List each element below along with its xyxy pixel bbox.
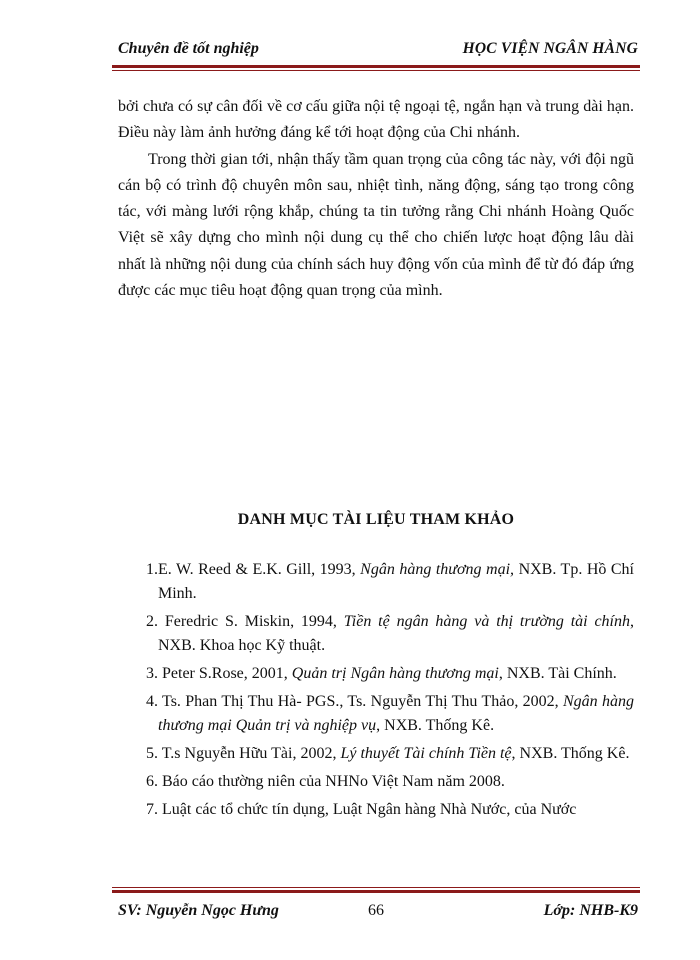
reference-item: 1.E. W. Reed & E.K. Gill, 1993, Ngân hàng thương mại, NXB. Tp. Hồ Chí Minh.	[146, 561, 635, 602]
reference-item: 6. Báo cáo thường niên của NHNo Việt Nam năm 2008.	[146, 773, 505, 790]
paragraph-1: bởi chưa có sự cân đối về cơ cấu giữa nội tệ ngoại tệ, ngắn hạn và trung dài hạn. Điều này làm ảnh hưởng đáng kể tới hoạt động của Chi nhánh.	[118, 98, 634, 142]
class-code: Lớp: NHB-K9	[543, 902, 638, 919]
reference-item: 5. T.s Nguyễn Hữu Tài, 2002, Lý thuyết Tài chính Tiền tệ, NXB. Thống Kê.	[146, 745, 630, 762]
header-rule-thin	[112, 70, 640, 71]
references-list	[146, 558, 634, 826]
reference-item: 7. Luật các tổ chức tín dụng, Luật Ngân hàng Nhà Nước, của Nước	[146, 801, 577, 818]
page-footer	[118, 902, 638, 926]
paragraph-2: Trong thời gian tới, nhận thấy tầm quan trọng của công tác này, với đội ngũ cán bộ có trình độ chuyên môn sau, nhiệt tình, năng động, sáng tạo trong công tác, với màng lưới rộng khắp, chúng ta tin tưởng rằng Chi nhánh Hoàng Quốc Việt sẽ xây dựng cho mình nội dung cụ thể cho chiến lược hoạt động lâu dài nhất là những nội dung của chính sách huy động vốn của mình để từ đó đáp ứng được các mục tiêu hoạt động quan trọng của mình.	[118, 150, 634, 300]
page-header	[118, 40, 638, 64]
reference-item: 4. Ts. Phan Thị Thu Hà- PGS., Ts. Nguyễn Thị Thu Thảo, 2002, Ngân hàng thương mại Quản trị và nghiệp vụ, NXB. Thống Kê.	[146, 693, 635, 734]
student-name: SV: Nguyễn Ngọc Hưng	[118, 902, 279, 919]
body-text	[118, 94, 634, 304]
header-topic: Chuyên đề tốt nghiệp	[118, 40, 259, 57]
reference-item: 3. Peter S.Rose, 2001, Quản trị Ngân hàng thương mại, NXB. Tài Chính.	[146, 665, 617, 682]
footer-rule-thin	[112, 887, 640, 888]
footer-rule-thick	[112, 890, 640, 893]
page-number: 66	[368, 902, 384, 919]
header-rule-thick	[112, 65, 640, 68]
reference-item: 2. Feredric S. Miskin, 1994, Tiền tệ ngân hàng và thị trường tài chính, NXB. Khoa học Kỹ thuật.	[146, 613, 634, 654]
references-heading: DANH MỤC TÀI LIỆU THAM KHẢO	[237, 511, 515, 528]
header-institution: HỌC VIỆN NGÂN HÀNG	[462, 40, 638, 57]
